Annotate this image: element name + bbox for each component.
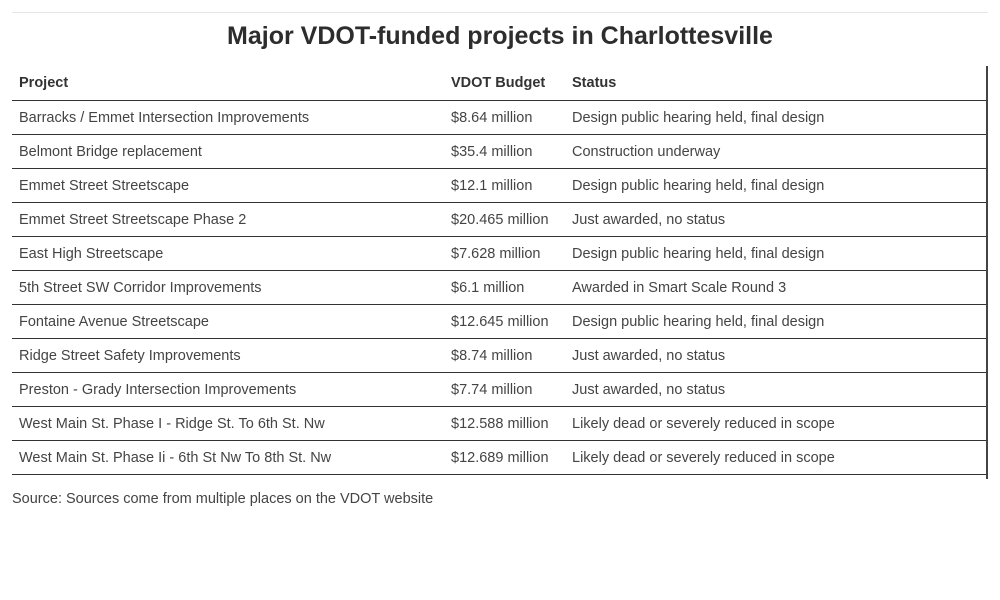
projects-table (12, 66, 987, 475)
cell-project: Emmet Street Streetscape Phase 2 (12, 203, 444, 237)
cell-project: Emmet Street Streetscape (12, 169, 444, 203)
cell-status: Design public hearing held, final design (565, 169, 987, 203)
table-row (12, 203, 987, 237)
cell-budget: $12.645 million (444, 305, 565, 339)
cell-budget: $12.689 million (444, 441, 565, 475)
table-row (12, 305, 987, 339)
cell-budget: $7.74 million (444, 373, 565, 407)
cell-status: Design public hearing held, final design (565, 305, 987, 339)
cell-project: Barracks / Emmet Intersection Improvements (12, 101, 444, 135)
table-header (12, 66, 987, 101)
table-row (12, 135, 987, 169)
cell-status: Likely dead or severely reduced in scope (565, 441, 987, 475)
cell-project: Belmont Bridge replacement (12, 135, 444, 169)
cell-budget: $8.64 million (444, 101, 565, 135)
cell-status: Awarded in Smart Scale Round 3 (565, 271, 987, 305)
cell-project: West Main St. Phase I - Ridge St. To 6th St. Nw (12, 407, 444, 441)
cell-status: Just awarded, no status (565, 373, 987, 407)
table-row (12, 339, 987, 373)
cell-project: Preston - Grady Intersection Improvements (12, 373, 444, 407)
cell-budget: $12.588 million (444, 407, 565, 441)
cell-status: Design public hearing held, final design (565, 237, 987, 271)
header-row (12, 66, 987, 101)
cell-status: Construction underway (565, 135, 987, 169)
cell-budget: $12.1 million (444, 169, 565, 203)
table-container (12, 66, 988, 475)
table-row (12, 169, 987, 203)
column-header-budget: VDOT Budget (444, 66, 565, 101)
table-row (12, 373, 987, 407)
table-body (12, 101, 987, 475)
chart-title: Major VDOT-funded projects in Charlottesville (227, 22, 773, 50)
cell-status: Just awarded, no status (565, 203, 987, 237)
column-header-status: Status (565, 66, 987, 101)
cell-status: Just awarded, no status (565, 339, 987, 373)
cell-project: 5th Street SW Corridor Improvements (12, 271, 444, 305)
cell-budget: $6.1 million (444, 271, 565, 305)
table-row (12, 407, 987, 441)
cell-project: Ridge Street Safety Improvements (12, 339, 444, 373)
table-right-border (986, 66, 988, 479)
cell-project: Fontaine Avenue Streetscape (12, 305, 444, 339)
table-row (12, 101, 987, 135)
table-row (12, 441, 987, 475)
cell-budget: $7.628 million (444, 237, 565, 271)
cell-budget: $35.4 million (444, 135, 565, 169)
source-note: Source: Sources come from multiple places on the VDOT website (12, 491, 434, 507)
cell-budget: $8.74 million (444, 339, 565, 373)
top-divider (12, 12, 988, 13)
cell-status: Likely dead or severely reduced in scope (565, 407, 987, 441)
cell-status: Design public hearing held, final design (565, 101, 987, 135)
cell-budget: $20.465 million (444, 203, 565, 237)
table-row (12, 271, 987, 305)
cell-project: East High Streetscape (12, 237, 444, 271)
table-row (12, 237, 987, 271)
cell-project: West Main St. Phase Ii - 6th St Nw To 8th St. Nw (12, 441, 444, 475)
column-header-project: Project (12, 66, 444, 101)
